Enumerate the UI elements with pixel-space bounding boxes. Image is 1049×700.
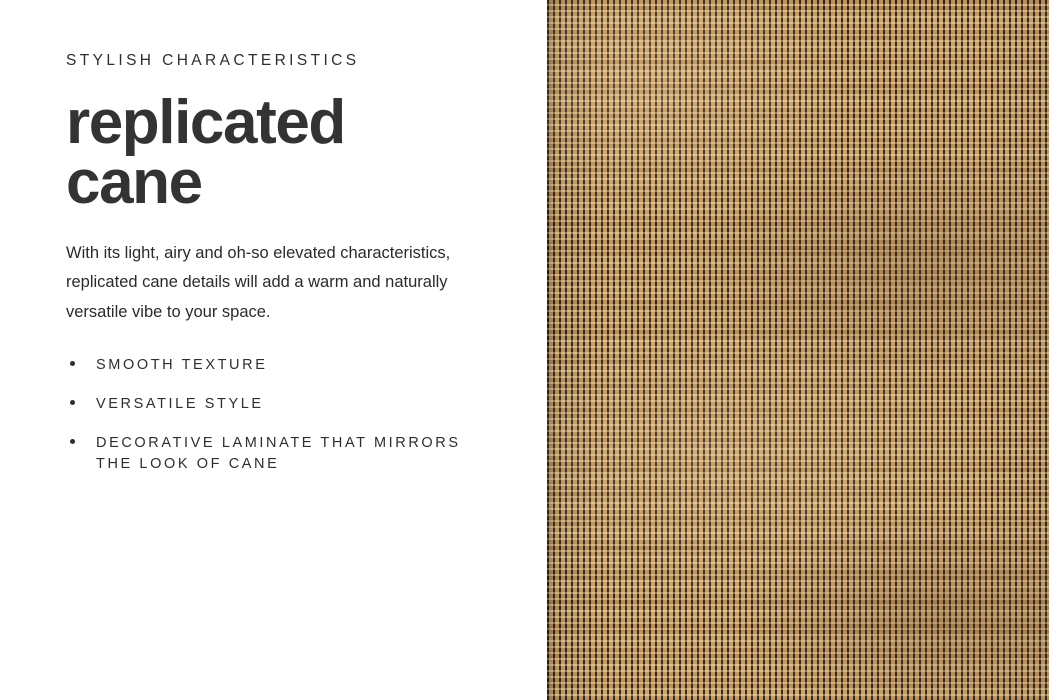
list-item-label: SMOOTH TEXTURE [96,356,268,373]
eyebrow-label: STYLISH CHARACTERISTICS [66,52,360,69]
cane-texture-image [547,0,1049,700]
list-item [66,355,487,376]
cane-texture-layers [547,0,1049,700]
page-title [66,87,486,217]
list-item [66,394,487,415]
headline-line-2: cane [66,147,202,217]
list-item [66,433,487,475]
cane-edge-shadow [547,0,1049,700]
bullet-icon [70,400,75,405]
headline-line-1: replicated [66,87,345,157]
list-item-label: VERSATILE STYLE [96,395,264,412]
bullet-icon [70,361,75,366]
body-paragraph: With its light, airy and oh-so elevated characteristics, replicated cane details will add a warm and naturally versatile vibe to your space. [66,243,451,321]
list-item-label: DECORATIVE LAMINATE THAT MIRRORS THE LOOK OF CANE [96,434,461,472]
bullet-icon [70,439,75,444]
feature-list [66,355,487,475]
